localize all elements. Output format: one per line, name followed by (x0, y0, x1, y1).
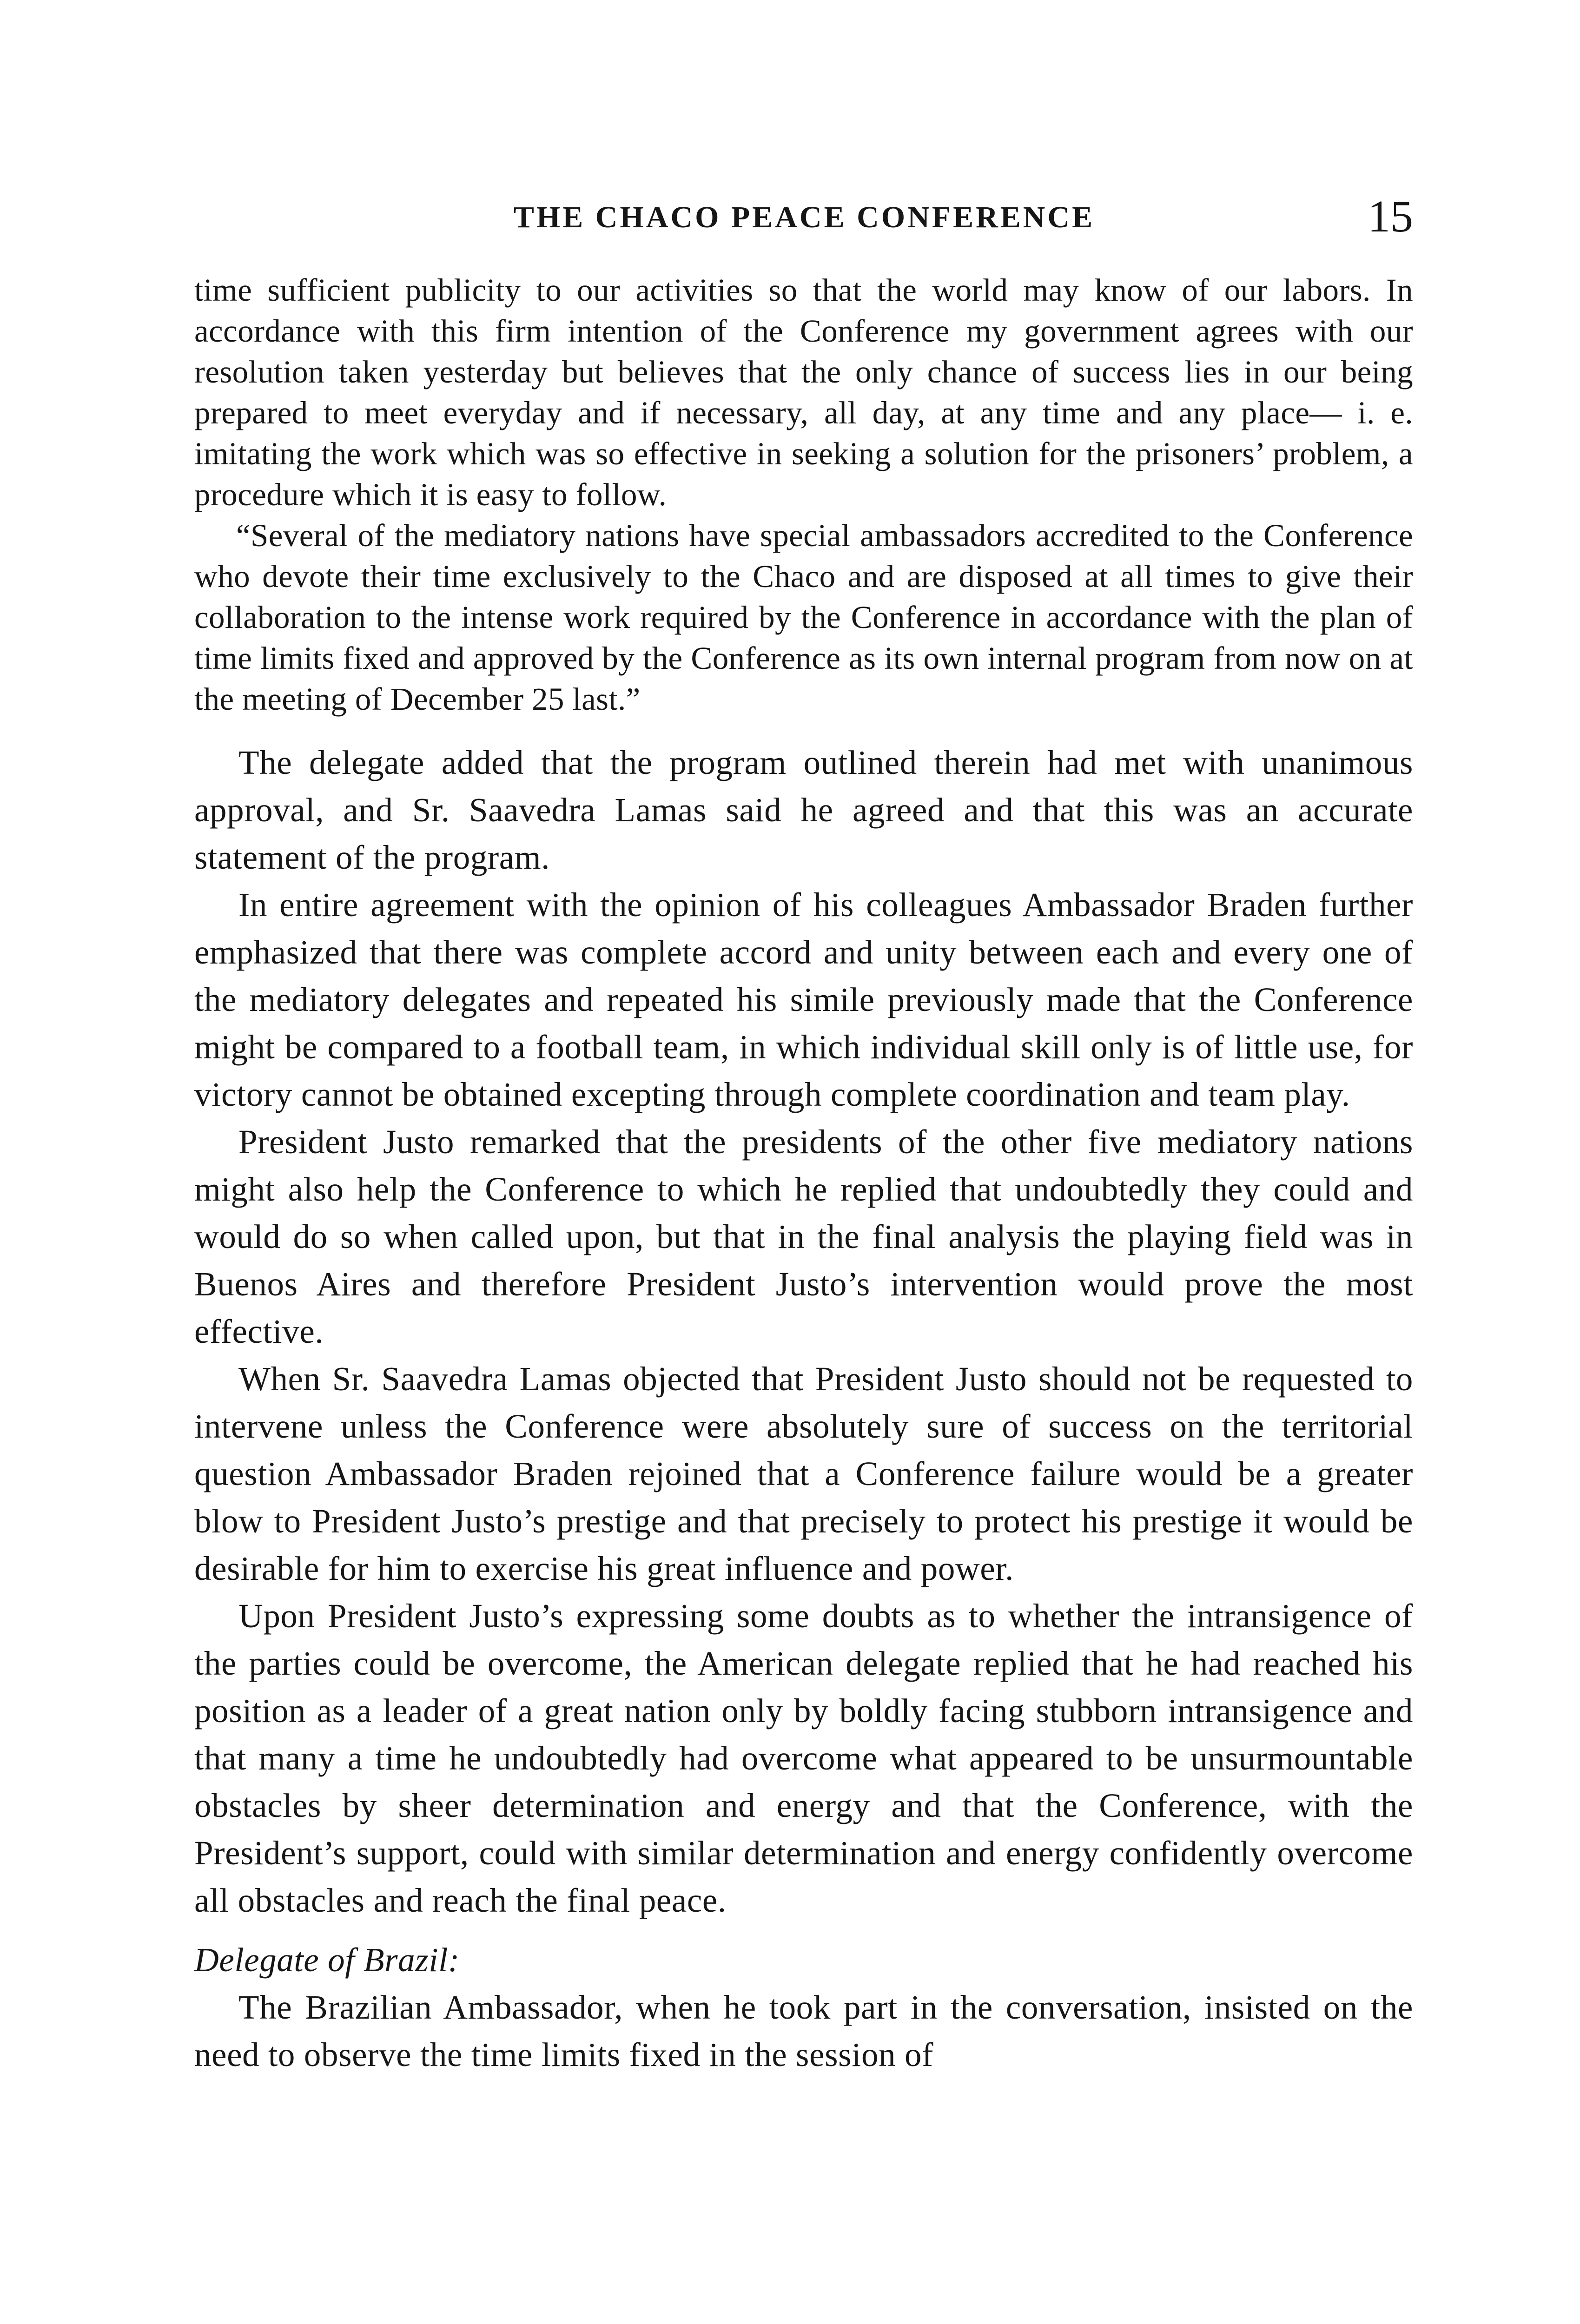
quote-paragraph: time sufficient publicity to our activities so that the world may know of our labors. In accordance with this firm intention of the Conference my government agrees with our resolution taken yesterday but believes that the only chance of success lies in our being prepared to meet everyday and if necessary, all day, at any time and any place— i. e. imitating the work which was so effective in seeking a solution for the prisoners’ problem, a procedure which it is easy to follow. (194, 272, 1413, 512)
quoted-statement (194, 270, 1413, 720)
main-text (194, 739, 1413, 2079)
paragraph: When Sr. Saavedra Lamas objected that President Justo should not be requested to intervene unless the Conference were absolutely sure of success on the territorial question Ambassador Braden rejoined that a Conference failure would be a greater blow to President Justo’s prestige and that precisely to protect his prestige it would be desirable for him to exercise his great influence and power. (194, 1360, 1413, 1587)
paragraph: President Justo remarked that the presidents of the other five mediatory nations might also help the Conference to which he replied that undoubtedly they could and would do so when called upon, but that in the final analysis the playing field was in Buenos Aires and therefore President Justo’s intervention would prove the most effective. (194, 1123, 1413, 1350)
paragraph: The Brazilian Ambassador, when he took part in the conversation, insisted on the need to observe the time limits fixed in the session of (194, 1988, 1413, 2073)
running-title: THE CHACO PEACE CONFERENCE (513, 200, 1095, 234)
running-head (195, 191, 1413, 242)
section-subheading: Delegate of Brazil: (194, 1941, 460, 1979)
page-number: 15 (1368, 191, 1413, 242)
quote-paragraph: “Several of the mediatory nations have special ambassadors accredited to the Conference who devote their time exclusively to the Chaco and are disposed at all times to give their collaboration to the intense work required by the Conference in accordance with the plan of time limits fixed and approved by the Conference as its own internal program from now on at the meeting of December 25 last.” (194, 518, 1413, 717)
paragraph: Upon President Justo’s expressing some doubts as to whether the intransigence of the parties could be overcome, the American delegate replied that he had reached his position as a leader of a great nation only by boldly facing stubborn intransigence and that many a time he undoubtedly had overcome what appeared to be unsurmountable obstacles by sheer determination and energy and that the Conference, with the President’s support, could with similar determination and energy confidently overcome all obstacles and reach the final peace. (194, 1597, 1413, 1919)
paragraph: The delegate added that the program outlined therein had met with unanimous approval, and Sr. Saavedra Lamas said he agreed and that this was an accurate statement of the program. (194, 744, 1413, 876)
paragraph: In entire agreement with the opinion of his colleagues Ambassador Braden further emphasized that there was complete accord and unity between each and every one of the mediatory delegates and repeated his simile previously made that the Conference might be compared to a football team, in which individual skill only is of little use, for victory cannot be obtained excepting through complete coordination and team play. (194, 886, 1413, 1113)
body-text (194, 270, 1413, 2079)
